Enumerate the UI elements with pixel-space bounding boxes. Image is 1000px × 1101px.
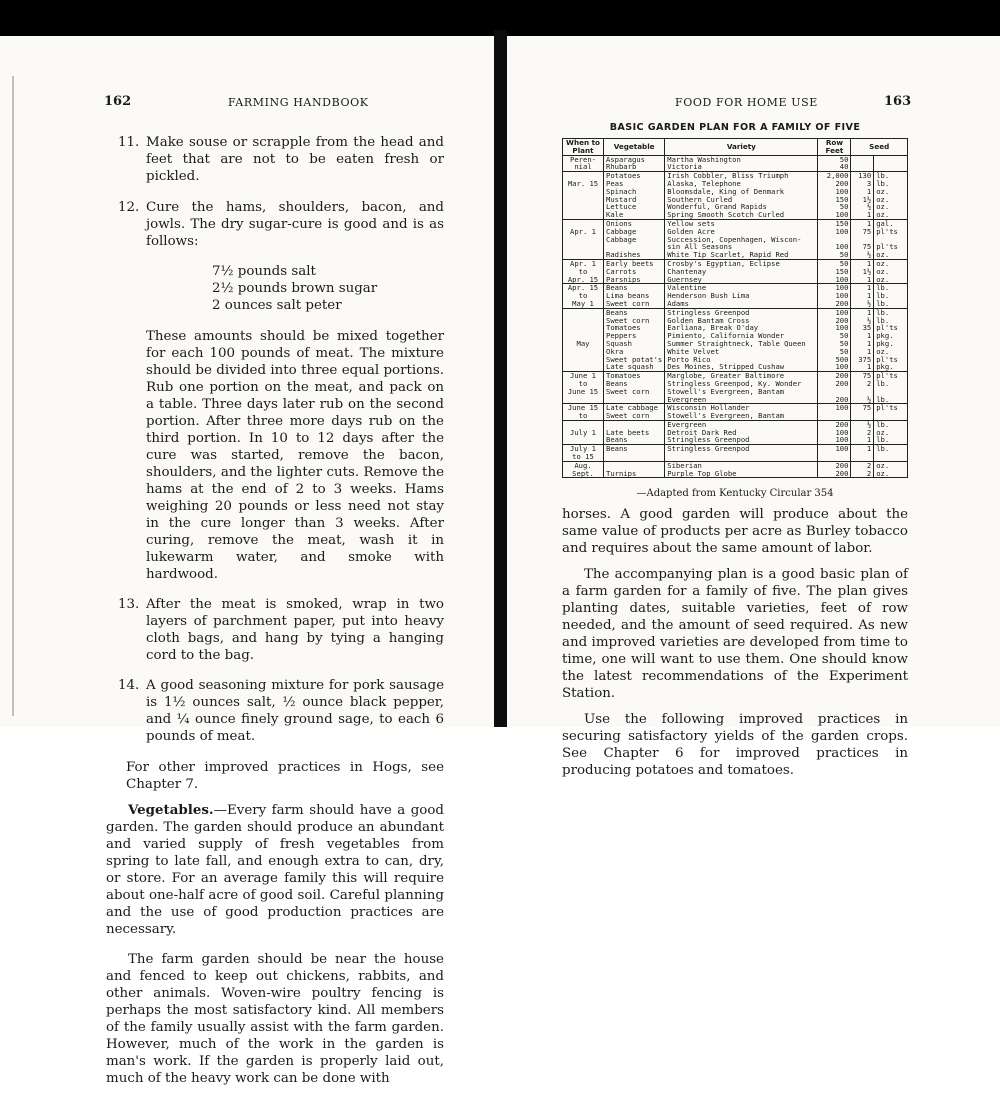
seed-amount-cell: 1 xyxy=(851,332,874,340)
seed-amount-cell: 1 xyxy=(851,363,874,371)
seed-unit-cell: pl'ts xyxy=(874,243,908,251)
row-feet-cell: 150 xyxy=(818,219,851,227)
seed-unit-cell xyxy=(874,155,908,163)
row-feet-cell: 50 xyxy=(818,340,851,348)
vegetables-paragraph: Vegetables.—Every farm should have a good garden. The garden should produce an abundant and varied supply of fresh vegetables from spring to late fall, and enough extra to can, dry, or store. For an average family this will require about one-half acre of good soil. Careful planning and the use of good production practices are necessary. xyxy=(106,801,444,937)
vegetable-cell: Cabbage xyxy=(604,236,665,244)
variety-cell: Stringless Greenpod xyxy=(665,445,818,453)
seed-unit-cell: lb. xyxy=(874,180,908,188)
row-feet-cell: 200 xyxy=(818,180,851,188)
seed-unit-cell: gal. xyxy=(874,219,908,227)
vegetable-cell: Sweet corn xyxy=(604,300,665,308)
variety-cell: Succession, Copenhagen, Wiscon- xyxy=(665,236,818,244)
seed-unit-cell: lb. xyxy=(874,420,908,428)
row-feet-cell: 100 xyxy=(818,308,851,316)
header-variety: Variety xyxy=(665,139,818,156)
row-feet-cell: 100 xyxy=(818,436,851,444)
variety-cell: Southern Curled xyxy=(665,196,818,204)
seed-amount-cell: 1 xyxy=(851,436,874,444)
row-feet-cell: 50 xyxy=(818,251,851,259)
seed-amount-cell: 1 xyxy=(851,219,874,227)
list-item-14: 14. A good seasoning mixture for pork sausage is 1½ ounces salt, ½ ounce black pepper, and ¼ ounce finely ground sage, to each 6 pounds of meat. xyxy=(118,678,444,745)
row-feet-cell: 50 xyxy=(818,332,851,340)
vegetable-cell: Cabbage xyxy=(604,228,665,236)
seed-amount-cell: 1 xyxy=(851,445,874,453)
row-feet-cell: 40 xyxy=(818,163,851,171)
vegetable-cell: Late cabbage xyxy=(604,404,665,412)
left-page-number: 162 xyxy=(104,94,132,109)
vegetable-cell: Beans xyxy=(604,284,665,292)
when-cell: Sept. xyxy=(563,470,604,478)
seed-amount-cell: 3 xyxy=(851,180,874,188)
list-item-11: 11. Make souse or scrapple from the head and feet that are not to be eaten fresh or pickled. xyxy=(118,135,444,185)
variety-cell: Evergreen xyxy=(665,396,818,404)
header-vegetable: Vegetable xyxy=(604,139,665,156)
seed-amount-cell: 2 xyxy=(851,470,874,478)
seed-unit-cell: pl'ts xyxy=(874,324,908,332)
row-feet-cell: 100 xyxy=(818,243,851,251)
vegetable-cell: Okra xyxy=(604,348,665,356)
vegetable-cell: Sweet potat's xyxy=(604,356,665,364)
seed-amount-cell: 1 xyxy=(851,348,874,356)
variety-cell: Guernsey xyxy=(665,276,818,284)
when-cell xyxy=(563,308,604,316)
when-cell xyxy=(563,348,604,356)
when-cell xyxy=(563,356,604,364)
when-cell: to xyxy=(563,380,604,388)
vegetable-cell: Beans xyxy=(604,436,665,444)
vegetable-cell: Carrots xyxy=(604,268,665,276)
variety-cell: Earliana, Break O'day xyxy=(665,324,818,332)
variety-cell: Siberian xyxy=(665,461,818,469)
seed-amount-cell: 35 xyxy=(851,324,874,332)
when-cell xyxy=(563,324,604,332)
row-feet-cell: 100 xyxy=(818,228,851,236)
row-feet-cell: 100 xyxy=(818,404,851,412)
when-cell: June 1 xyxy=(563,372,604,380)
vegetable-cell: Parsnips xyxy=(604,276,665,284)
when-cell: May 1 xyxy=(563,300,604,308)
row-feet-cell: 200 xyxy=(818,470,851,478)
when-cell: to 15 xyxy=(563,453,604,461)
when-cell: Apr. 15 xyxy=(563,276,604,284)
variety-cell: Stringless Greenpod xyxy=(665,436,818,444)
when-cell xyxy=(563,188,604,196)
table-caption: —Adapted from Kentucky Circular 354 xyxy=(636,488,834,499)
variety-cell: Golden Acre xyxy=(665,228,818,236)
seed-unit-cell: pkg. xyxy=(874,363,908,371)
row-feet-cell: 200 xyxy=(818,300,851,308)
seed-unit-cell: pl'ts xyxy=(874,404,908,412)
header-row-feet: Row Feet xyxy=(818,139,851,156)
seed-amount-cell: 75 xyxy=(851,243,874,251)
row-feet-cell: 100 xyxy=(818,188,851,196)
seed-unit-cell: pkg. xyxy=(874,332,908,340)
seed-amount-cell: 75 xyxy=(851,404,874,412)
variety-cell: Evergreen xyxy=(665,420,818,428)
vegetable-cell: Beans xyxy=(604,308,665,316)
when-cell: July 1 xyxy=(563,445,604,453)
variety-cell: Summer Straightneck, Table Queen xyxy=(665,340,818,348)
seed-unit-cell: lb. xyxy=(874,445,908,453)
list-item-12: 12. Cure the hams, shoulders, bacon, and jowls. The dry sugar-cure is good and is as follows: xyxy=(118,199,444,249)
seed-unit-cell: oz. xyxy=(874,470,908,478)
row-feet-cell: 2,000 xyxy=(818,172,851,180)
vegetable-cell: Spinach xyxy=(604,188,665,196)
seed-unit-cell: lb. xyxy=(874,436,908,444)
variety-cell: Stowell's Evergreen, Bantam xyxy=(665,412,818,420)
when-cell: May xyxy=(563,340,604,348)
seed-amount-cell: 75 xyxy=(851,372,874,380)
seed-unit-cell: pl'ts xyxy=(874,372,908,380)
left-running-head: FARMING HANDBOOK xyxy=(228,96,369,109)
cure-instructions: These amounts should be mixed together for each 100 pounds of meat. The mixture should be divided into three equal portions. Rub one portion on the meat, and pack on a table. Three days later rub on the second portion. After three more days rub on the third portion. In 10 to 12 days after the cure was started, remove the bacon, shoulders, and the lighter cuts. Remove the hams at the end of 2 to 3 weeks. Hams weighing 20 pounds or less need not stay in the cure longer than 3 weeks. After curing, remove the meat, wash it in lukewarm water, and smoke with hardwood. xyxy=(146,328,444,582)
seed-unit-cell: pl'ts xyxy=(874,356,908,364)
seed-unit-cell: pkg. xyxy=(874,340,908,348)
variety-cell: Detroit Dark Red xyxy=(665,429,818,437)
recipe-line: 2½ pounds brown sugar xyxy=(212,281,378,297)
row-feet-cell: 200 xyxy=(818,317,851,325)
list-item-13: 13. After the meat is smoked, wrap in two layers of parchment paper, put into heavy cloth bags, and hang by tying a hanging cord to the bag. xyxy=(118,596,444,663)
seed-amount-cell: ½ xyxy=(851,251,874,259)
when-cell: June 15 xyxy=(563,404,604,412)
variety-cell: Irish Cobbler, Bliss Triumph xyxy=(665,172,818,180)
page-edge xyxy=(12,76,14,716)
vegetable-cell: Early beets xyxy=(604,259,665,267)
seed-unit-cell: oz. xyxy=(874,251,908,259)
row-feet-cell: 100 xyxy=(818,284,851,292)
vegetable-cell: Lettuce xyxy=(604,203,665,211)
row-feet-cell: 100 xyxy=(818,429,851,437)
vegetable-cell: Beans xyxy=(604,445,665,453)
seed-unit-cell: lb. xyxy=(874,396,908,404)
table-row xyxy=(563,300,908,308)
vegetable-cell xyxy=(604,453,665,461)
row-feet-cell: 100 xyxy=(818,211,851,219)
vegetable-cell: Sweet corn xyxy=(604,317,665,325)
seed-amount-cell: 1 xyxy=(851,308,874,316)
book-spine xyxy=(494,30,507,727)
variety-cell: Alaska, Telephone xyxy=(665,180,818,188)
variety-cell: Purple Top Globe xyxy=(665,470,818,478)
header-when: When to Plant xyxy=(563,139,604,156)
paragraph: Use the following improved practices in securing satisfactory yields of the garden crops. See Chapter 6 for improved practices in producing potatoes and tomatoes. xyxy=(562,712,908,778)
when-cell xyxy=(563,317,604,325)
row-feet-cell: 50 xyxy=(818,259,851,267)
seed-unit-cell: oz. xyxy=(874,196,908,204)
seed-unit-cell: oz. xyxy=(874,259,908,267)
row-feet-cell: 100 xyxy=(818,276,851,284)
vegetable-cell: Sweet corn xyxy=(604,388,665,396)
seed-amount-cell: ½ xyxy=(851,396,874,404)
row-feet-cell: 50 xyxy=(818,348,851,356)
seed-unit-cell: lb. xyxy=(874,284,908,292)
row-feet-cell: 150 xyxy=(818,268,851,276)
variety-cell: Marglobe, Greater Baltimore xyxy=(665,372,818,380)
vegetable-cell: Peas xyxy=(604,180,665,188)
seed-amount-cell: 375 xyxy=(851,356,874,364)
variety-cell: Wonderful, Grand Rapids xyxy=(665,203,818,211)
recipe-line: 7½ pounds salt xyxy=(212,264,316,280)
vegetable-cell: Late beets xyxy=(604,429,665,437)
seed-amount-cell: 1 xyxy=(851,292,874,300)
row-feet-cell: 100 xyxy=(818,324,851,332)
vegetable-cell: Squash xyxy=(604,340,665,348)
vegetable-cell: Rhubarb xyxy=(604,163,665,171)
seed-amount-cell xyxy=(851,155,874,163)
vegetable-cell: Mustard xyxy=(604,196,665,204)
garden-plan-table xyxy=(562,138,908,478)
table-header-row xyxy=(563,139,908,156)
row-feet-cell: 150 xyxy=(818,196,851,204)
when-cell: to xyxy=(563,292,604,300)
variety-cell: Adams xyxy=(665,300,818,308)
seed-amount-cell: 1 xyxy=(851,340,874,348)
when-cell: June 15 xyxy=(563,388,604,396)
variety-cell: Martha Washington xyxy=(665,155,818,163)
variety-cell: Stringless Greenpod xyxy=(665,308,818,316)
table-row xyxy=(563,470,908,478)
vegetable-cell: Kale xyxy=(604,211,665,219)
recipe-line: 2 ounces salt peter xyxy=(212,298,342,314)
when-cell: Aug. xyxy=(563,461,604,469)
seed-unit-cell: oz. xyxy=(874,348,908,356)
variety-cell: Chantenay xyxy=(665,268,818,276)
table-row xyxy=(563,445,908,453)
variety-cell: Pimiento, California Wonder xyxy=(665,332,818,340)
fence-paragraph: The farm garden should be near the house and fenced to keep out chickens, rabbits, and other animals. Woven-wire poultry fencing is perhaps the most satisfactory kind. All members of the family usually assist with the farm garden. However, much of the work in the garden is man's work. If the garden is properly laid out, much of the heavy work can be done with xyxy=(106,952,444,1087)
row-feet-cell: 50 xyxy=(818,155,851,163)
seed-unit-cell: oz. xyxy=(874,211,908,219)
when-cell: Mar. 15 xyxy=(563,180,604,188)
variety-cell: Des Moines, Stripped Cushaw xyxy=(665,363,818,371)
seed-amount-cell: 1 xyxy=(851,259,874,267)
vegetable-cell: Radishes xyxy=(604,251,665,259)
seed-amount-cell: 1 xyxy=(851,188,874,196)
seed-amount-cell: ½ xyxy=(851,203,874,211)
row-feet-cell: 200 xyxy=(818,380,851,388)
seed-unit-cell: lb. xyxy=(874,308,908,316)
seed-amount-cell: 2 xyxy=(851,429,874,437)
variety-cell: Wisconsin Hollander xyxy=(665,404,818,412)
right-running-head: FOOD FOR HOME USE xyxy=(675,96,818,109)
header-seed: Seed xyxy=(851,139,908,156)
when-cell: to xyxy=(563,412,604,420)
vegetable-cell: Tomatoes xyxy=(604,324,665,332)
when-cell: Apr. 15 xyxy=(563,284,604,292)
when-cell xyxy=(563,236,604,244)
vegetable-cell: Sweet corn xyxy=(604,412,665,420)
seed-amount-cell: 2 xyxy=(851,461,874,469)
when-cell xyxy=(563,243,604,251)
vegetables-heading: Vegetables. xyxy=(128,801,214,818)
left-page-text xyxy=(106,121,444,1101)
seed-unit-cell: lb. xyxy=(874,292,908,300)
row-feet-cell: 100 xyxy=(818,363,851,371)
table-row xyxy=(563,412,908,420)
vegetable-cell: Peppers xyxy=(604,332,665,340)
seed-amount-cell: 2 xyxy=(851,380,874,388)
variety-cell: Porto Rico xyxy=(665,356,818,364)
variety-cell: sin All Seasons xyxy=(665,243,818,251)
vegetable-cell: Potatoes xyxy=(604,172,665,180)
row-feet-cell: 50 xyxy=(818,203,851,211)
when-cell: nial xyxy=(563,163,604,171)
table-row xyxy=(563,388,908,396)
when-cell: Apr. 1 xyxy=(563,228,604,236)
variety-cell: White Tip Scarlet, Rapid Red xyxy=(665,251,818,259)
variety-cell: Victoria xyxy=(665,163,818,171)
row-feet-cell: 100 xyxy=(818,445,851,453)
seed-amount-cell: ½ xyxy=(851,300,874,308)
vegetable-cell: Turnips xyxy=(604,470,665,478)
seed-unit-cell: oz. xyxy=(874,429,908,437)
vegetable-cell: Beans xyxy=(604,380,665,388)
table-row xyxy=(563,453,908,461)
seed-unit-cell: oz. xyxy=(874,203,908,211)
vegetable-cell: Late squash xyxy=(604,363,665,371)
right-page-text xyxy=(562,506,908,788)
row-feet-cell: 500 xyxy=(818,356,851,364)
seed-unit-cell: oz. xyxy=(874,461,908,469)
vegetable-cell: Onions xyxy=(604,219,665,227)
seed-amount-cell: 1½ xyxy=(851,196,874,204)
seed-unit-cell: lb. xyxy=(874,317,908,325)
row-feet-cell: 100 xyxy=(818,292,851,300)
vegetable-cell: Tomatoes xyxy=(604,372,665,380)
when-cell xyxy=(563,196,604,204)
variety-cell: Henderson Bush Lima xyxy=(665,292,818,300)
seed-unit-cell: oz. xyxy=(874,188,908,196)
variety-cell: Bloomsdale, King of Denmark xyxy=(665,188,818,196)
seed-unit-cell: lb. xyxy=(874,380,908,388)
row-feet-cell: 200 xyxy=(818,461,851,469)
seed-unit-cell: oz. xyxy=(874,268,908,276)
vegetable-cell: Asparagus xyxy=(604,155,665,163)
seed-amount-cell: 75 xyxy=(851,228,874,236)
when-cell xyxy=(563,211,604,219)
table-title: BASIC GARDEN PLAN FOR A FAMILY OF FIVE xyxy=(609,122,861,133)
variety-cell: Stringless Greenpod, Ky. Wonder xyxy=(665,380,818,388)
seed-amount-cell: 1 xyxy=(851,284,874,292)
variety-cell: White Velvet xyxy=(665,348,818,356)
variety-cell: Stowell's Evergreen, Bantam xyxy=(665,388,818,396)
variety-cell: Valentine xyxy=(665,284,818,292)
variety-cell: Golden Bantam Cross xyxy=(665,317,818,325)
seed-unit-cell: pl'ts xyxy=(874,228,908,236)
when-cell xyxy=(563,203,604,211)
hogs-reference: For other improved practices in Hogs, see Chapter 7. xyxy=(126,759,444,792)
variety-cell: Crosby's Egyptian, Eclipse xyxy=(665,259,818,267)
seed-amount-cell: 130 xyxy=(851,172,874,180)
seed-amount-cell: 1 xyxy=(851,276,874,284)
when-cell: Peren- xyxy=(563,155,604,163)
seed-amount-cell: 1½ xyxy=(851,268,874,276)
paragraph: The accompanying plan is a good basic plan of a farm garden for a family of five. The plan gives planting dates, suitable varieties, feet of row needed, and the amount of seed required. As new and improved varieties are developed from time to time, one will want to use them. One should know the latest recommendations of the Experiment Station. xyxy=(562,567,908,701)
variety-cell: Spring Smooth Scotch Curled xyxy=(665,211,818,219)
when-cell: Apr. 1 xyxy=(563,259,604,267)
variety-cell: Yellow sets xyxy=(665,219,818,227)
table-row xyxy=(563,236,908,244)
seed-amount-cell: ½ xyxy=(851,420,874,428)
when-cell: July 1 xyxy=(563,429,604,437)
right-page-number: 163 xyxy=(884,94,912,109)
seed-amount-cell: ½ xyxy=(851,317,874,325)
row-feet-cell: 200 xyxy=(818,420,851,428)
vegetable-cell: Lima beans xyxy=(604,292,665,300)
row-feet-cell: 200 xyxy=(818,372,851,380)
paragraph: horses. A good garden will produce about the same value of products per acre as Burley tobacco and requires about the same amount of labor. xyxy=(562,507,908,556)
seed-unit-cell: oz. xyxy=(874,276,908,284)
row-feet-cell: 200 xyxy=(818,396,851,404)
seed-unit-cell: lb. xyxy=(874,300,908,308)
seed-amount-cell: 1 xyxy=(851,211,874,219)
when-cell: to xyxy=(563,268,604,276)
seed-unit-cell: lb. xyxy=(874,172,908,180)
